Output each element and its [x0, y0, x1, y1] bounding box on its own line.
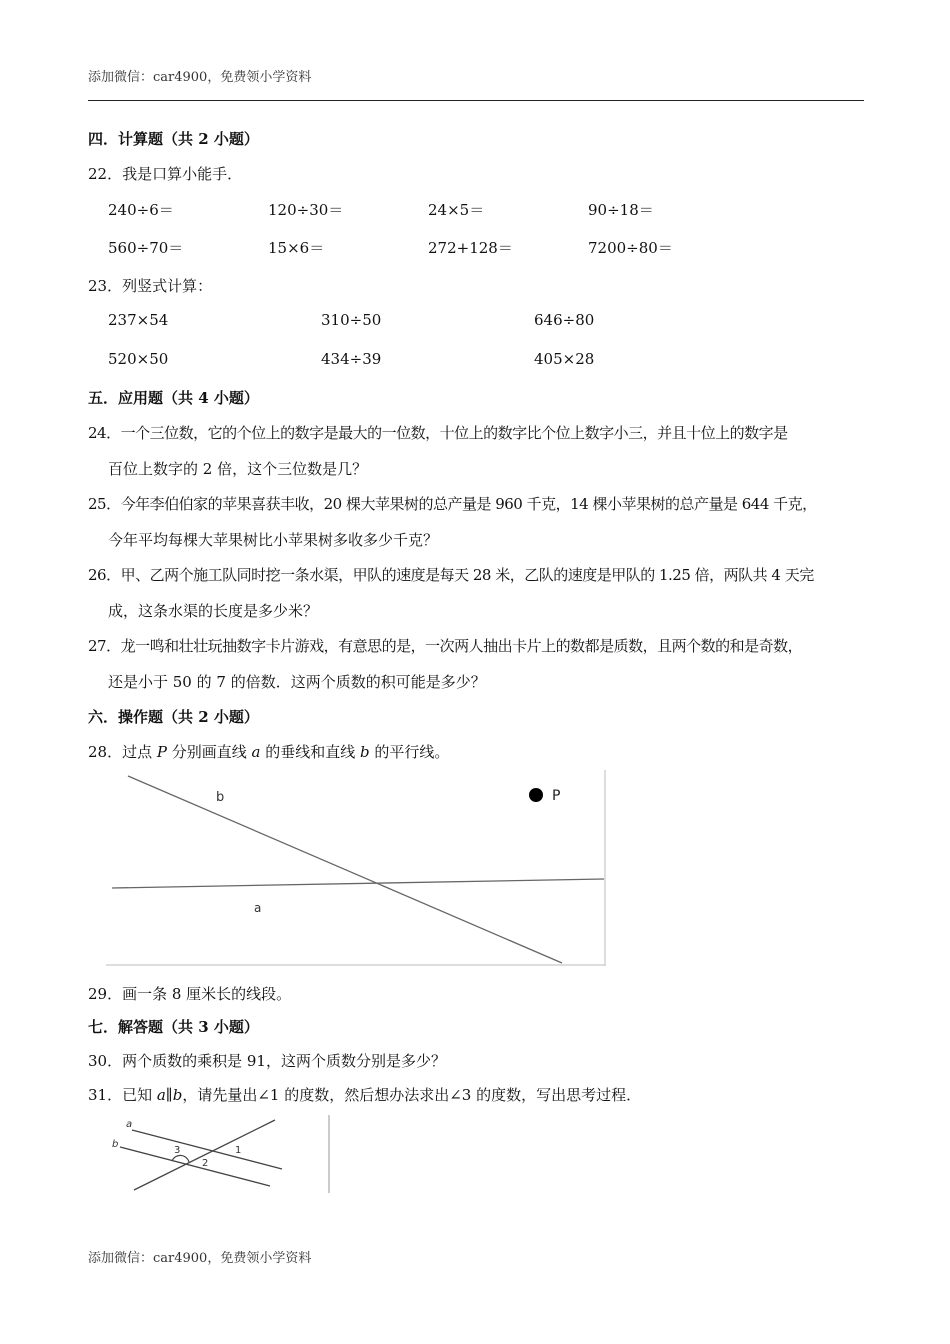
angle-2-label: 2	[202, 1158, 209, 1169]
q23-item: 237×54	[108, 311, 169, 329]
q23-item: 434÷39	[321, 350, 382, 368]
q30: 30．两个质数的乘积是 91，这两个质数分别是多少？	[88, 1052, 446, 1070]
point-p-dot	[529, 788, 543, 802]
label-a: a	[254, 901, 262, 915]
q23-item: 405×28	[534, 350, 595, 368]
label-b: b	[216, 790, 225, 805]
label-b: b	[112, 1139, 119, 1150]
q28-line-a: a	[251, 743, 261, 761]
q29: 29．画一条 8 厘米长的线段。	[88, 985, 292, 1003]
section-5-title: 五．应用题（共 4 小题）	[88, 389, 259, 407]
q22-stem: 22．我是口算小能手．	[88, 165, 243, 183]
angle-1-label: 1	[235, 1145, 242, 1156]
transversal	[134, 1120, 275, 1190]
q23-stem: 23．列竖式计算：	[88, 277, 213, 295]
q28-figure	[106, 768, 608, 968]
q22-item: 272+128＝	[428, 239, 513, 257]
label-a: a	[126, 1119, 133, 1130]
q25-line2: 今年平均每棵大苹果树比小苹果树多收多少千克？	[108, 531, 439, 549]
q22-item: 24×5＝	[428, 201, 485, 219]
q28-text: 的平行线。	[369, 743, 450, 761]
q31-stem	[88, 1084, 641, 1105]
line-b	[128, 776, 562, 963]
q28-stem	[88, 741, 449, 762]
q31-text: ，请先量出∠1 的度数，然后想办法求出∠3 的度数，写出思考过程．	[182, 1086, 642, 1104]
q28-text: 的垂线和直线	[260, 743, 360, 761]
q25-line1: 25．今年李伯伯家的苹果喜获丰收，20 棵大苹果树的总产量是 960 千克，14 棵小苹果树的总产量是 644 千克，	[88, 495, 817, 513]
page-header: 添加微信：car4900，免费领小学资料	[88, 70, 312, 85]
line-a	[112, 879, 604, 888]
q27-line1: 27．龙一鸣和壮壮玩抽数字卡片游戏，有意思的是，一次两人抽出卡片上的数都是质数，且两个数的和是奇数，	[88, 637, 803, 655]
q22-item: 15×6＝	[268, 239, 325, 257]
q23-item: 520×50	[108, 350, 169, 368]
q28-point-p: P	[156, 743, 167, 761]
q22-item: 90÷18＝	[588, 201, 654, 219]
q31-parallel: a∥b	[156, 1086, 183, 1104]
q24-line1: 24．一个三位数，它的个位上的数字是最大的一位数，十位上的数字比个位上数字小三，并且十位上的数字是	[88, 424, 788, 442]
q26-line1: 26．甲、乙两个施工队同时挖一条水渠，甲队的速度是每天 28 米，乙队的速度是甲队的 1.25 倍，两队共 4 天完	[88, 566, 814, 584]
q22-item: 560÷70＝	[108, 239, 184, 257]
page-footer: 添加微信：car4900，免费领小学资料	[88, 1251, 312, 1266]
section-7-title: 七．解答题（共 3 小题）	[88, 1018, 259, 1036]
angle-3-label: 3	[174, 1145, 181, 1156]
q23-item: 310÷50	[321, 311, 382, 329]
header-rule	[88, 100, 864, 101]
q27-line2: 还是小于 50 的 7 的倍数．这两个质数的积可能是多少？	[108, 673, 486, 691]
q26-line2: 成，这条水渠的长度是多少米？	[108, 602, 319, 620]
q24-line2: 百位上数字的 2 倍，这个三位数是几？	[108, 460, 368, 478]
line-b	[120, 1147, 270, 1186]
q28-text: 分别画直线	[166, 743, 252, 761]
q31-text: 31．已知	[88, 1086, 157, 1104]
q22-item: 120÷30＝	[268, 201, 344, 219]
q23-item: 646÷80	[534, 311, 595, 329]
q28-text: 28．过点	[88, 743, 157, 761]
section-6-title: 六．操作题（共 2 小题）	[88, 708, 259, 726]
section-4-title: 四．计算题（共 2 小题）	[88, 130, 259, 148]
q22-item: 7200÷80＝	[588, 239, 673, 257]
q31-figure	[108, 1113, 333, 1195]
q22-item: 240÷6＝	[108, 201, 174, 219]
label-p: P	[552, 788, 561, 804]
q28-line-b: b	[360, 743, 370, 761]
